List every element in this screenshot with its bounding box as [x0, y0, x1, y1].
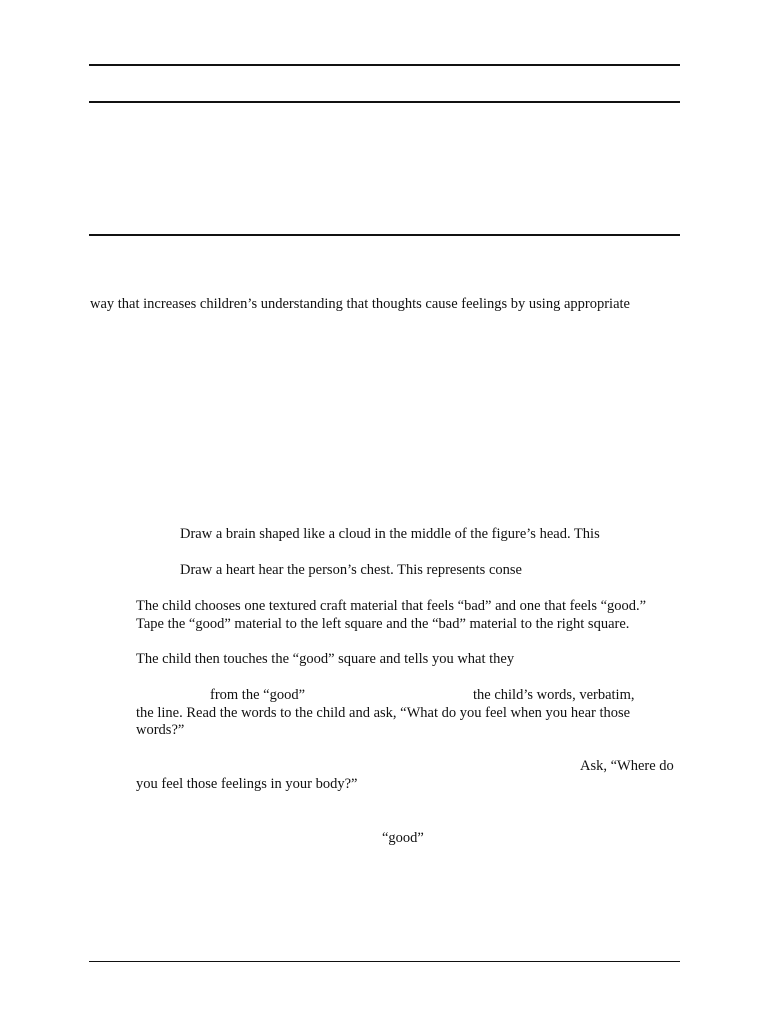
step-draw-brain: Draw a brain shaped like a cloud in the middle of the figure’s head. This [180, 526, 600, 542]
step-feel-body-line: you feel those feelings in your body?” [136, 776, 358, 792]
step-touch-good-square: The child then touches the “good” square and tells you what they [136, 651, 515, 667]
header-second-rule [89, 101, 680, 103]
intro-text-line: way that increases children’s understanding that thoughts cause feelings by using appropriate [90, 296, 630, 312]
step-from-good-fragment: from the “good” [210, 687, 306, 703]
footer-rule [89, 961, 680, 962]
step-choose-material-line1: The child chooses one textured craft material that feels “bad” and one that feels “good.” [136, 598, 647, 614]
header-bottom-rule [89, 234, 680, 236]
step-ask-where-fragment: Ask, “Where do [580, 758, 674, 774]
step-choose-material-line2: Tape the “good” material to the left square and the “bad” material to the right square. [136, 616, 630, 632]
good-word-fragment: “good” [382, 830, 424, 846]
step-read-words-line2: words?” [136, 722, 185, 738]
step-read-words-line: the line. Read the words to the child and ask, “What do you feel when you hear those [136, 705, 631, 721]
step-childs-words-fragment: the child’s words, verbatim, [473, 687, 635, 703]
step-draw-heart: Draw a heart hear the person’s chest. This represents conse [180, 562, 522, 578]
header-top-rule [89, 64, 680, 66]
